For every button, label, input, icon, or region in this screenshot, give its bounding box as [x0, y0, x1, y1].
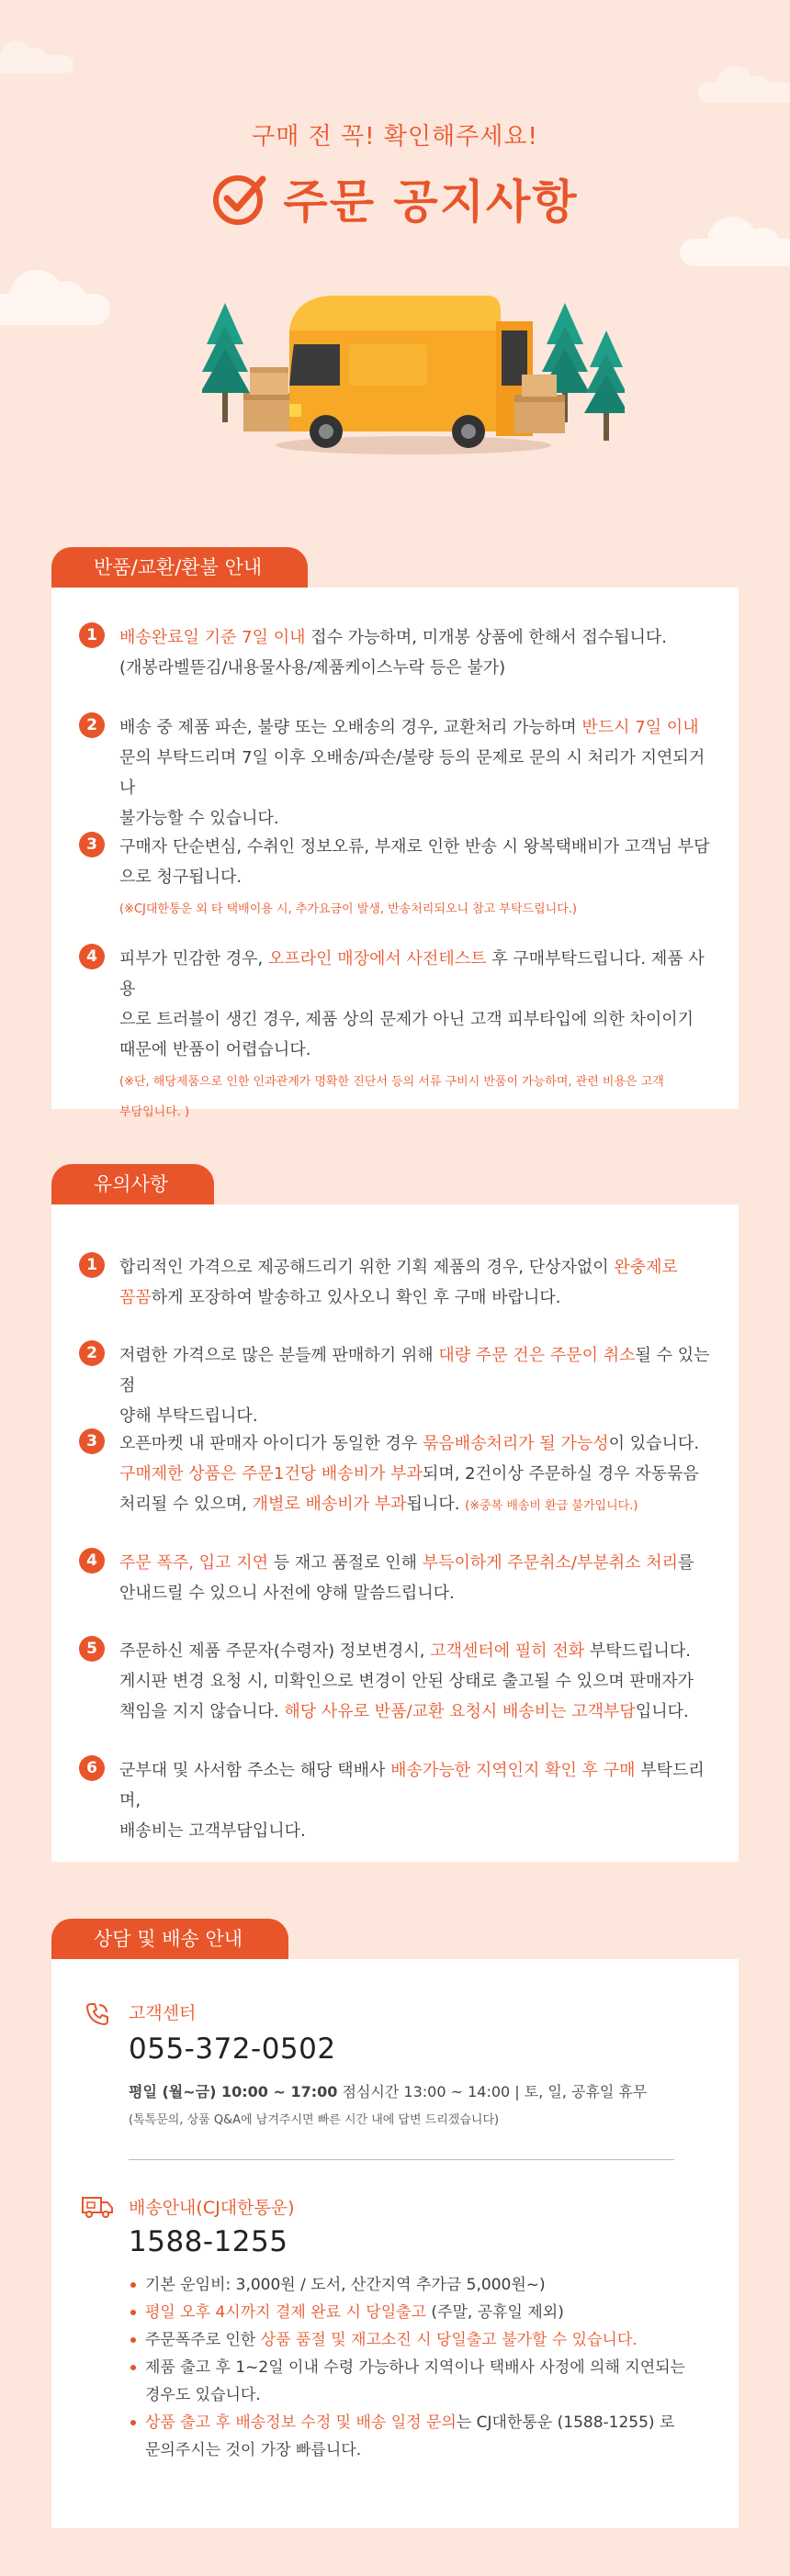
highlight-text: 평일 오후 4시까지 결제 완료 시 당일출고	[145, 2303, 426, 2322]
item-text: 게시판 변경 요청 시, 미확인으로 변경이 안된 상태로 출고될 수 있으며 판매자가	[119, 1672, 694, 1691]
item-text: 제품 출고 후 1~2일 이내 수령 가능하나 지역이나 택배사 사정에 의해 지연되는	[145, 2358, 685, 2377]
qna-note: (톡톡문의, 상품 Q&A에 남겨주시면 빠른 시간 내에 답변 드리겠습니다)	[129, 2113, 500, 2127]
truck-icon	[81, 2194, 114, 2220]
item-number-badge: 1	[79, 1252, 105, 1278]
highlight-text: 해당 사유로 반품/교환 요청시 배송비는 고객부담	[284, 1702, 636, 1721]
list-item	[79, 832, 713, 923]
cloud-decoration	[680, 239, 790, 266]
item-text: 부탁드립니다.	[584, 1641, 691, 1661]
item-text: 부탁드리며,	[119, 1761, 705, 1810]
item-number-badge: 3	[79, 1428, 105, 1454]
item-text: 하게 포장하여 발송하고 있사오니 확인 후 구매 바랍니다.	[151, 1288, 561, 1307]
item-number-badge: 4	[79, 1548, 105, 1574]
item-text: 책임을 지지 않습니다.	[119, 1702, 285, 1721]
item-text: 이 있습니다.	[608, 1434, 700, 1453]
list-item	[79, 1428, 713, 1519]
item-text: 접수 가능하며, 미개봉 상품에 한해서 접수됩니다.	[305, 628, 668, 647]
section-tab	[51, 547, 308, 588]
cloud-decoration	[698, 83, 790, 103]
item-text: 처리될 수 있으며,	[119, 1495, 253, 1514]
list-item	[129, 2409, 717, 2464]
item-text: 문의주시는 것이 가장 빠릅니다.	[145, 2441, 362, 2459]
list-item	[79, 944, 713, 1126]
parcel-box-icon	[243, 367, 289, 431]
item-text: 때문에 반품이 어렵습니다.	[119, 1040, 311, 1059]
item-text: 오픈마켓 내 판매자 아이디가 동일한 경우	[119, 1434, 423, 1453]
item-note: 부담입니다. )	[119, 1105, 190, 1119]
item-text: (주말, 공휴일 제외)	[426, 2303, 564, 2322]
phone-icon	[85, 2001, 110, 2027]
highlight-text: 개별로 배송비가 부과	[252, 1495, 407, 1514]
item-text: 주문하신 제품 주문자(수령자) 정보변경시,	[119, 1641, 431, 1661]
item-text: 기본 운임비: 3,000원 / 도서, 산간지역 추가금 5,000원~)	[145, 2276, 546, 2294]
section-tab	[51, 1164, 214, 1204]
highlight-text: 배송완료일 기준 7일 이내	[119, 628, 306, 647]
highlight-text: 꼼꼼	[119, 1288, 152, 1307]
highlight-text: 배송가능한 지역인지 확인 후 구매	[390, 1761, 636, 1780]
item-text: 배송 중 제품 파손, 불량 또는 오배송의 경우, 교환처리 가능하며	[119, 718, 582, 737]
item-text: 는 CJ대한통운 (1588-1255) 로	[456, 2414, 675, 2432]
shipping-label: 배송안내(CJ대한통운)	[129, 2198, 295, 2218]
section-tab-suffix: 안내	[205, 1928, 243, 1950]
section-tab	[51, 1919, 288, 1959]
business-hours-weekday: 평일 (월~금) 10:00 ~ 17:00	[129, 2083, 338, 2100]
item-text: 불가능할 수 있습니다.	[119, 809, 279, 828]
highlight-text: 오프라인 매장에서 사전테스트	[268, 949, 487, 969]
list-item	[79, 712, 713, 834]
highlight-text: 고객센터에 필히 전화	[430, 1641, 585, 1661]
title-row	[0, 165, 790, 231]
item-text: 등 재고 품절로 인해	[268, 1553, 423, 1573]
business-hours	[129, 2080, 647, 2101]
section-tab-title: 상담 및 배송	[94, 1928, 199, 1950]
highlight-text: 완충제로	[614, 1258, 678, 1277]
list-item	[79, 622, 713, 683]
item-note: (※단, 해당제품으로 인한 인과관계가 명확한 진단서 등의 서류 구비시 반품이 가능하며, 관련 비용은 고객	[119, 1075, 664, 1089]
item-text: 주문폭주로 인한	[145, 2331, 261, 2349]
list-item	[129, 2299, 717, 2326]
list-item	[129, 2326, 717, 2354]
section-tab-title: 반품/교환/환불	[94, 556, 219, 578]
caution-card	[51, 1204, 739, 1862]
highlight-text: 반드시 7일 이내	[581, 718, 699, 737]
tree-left-icon	[202, 303, 250, 422]
item-text: 안내드릴 수 있으니 사전에 양해 말씀드립니다.	[119, 1584, 455, 1603]
item-number-badge: 1	[79, 622, 105, 648]
cloud-decoration	[0, 294, 110, 325]
shipping-phone[interactable]: 1588-1255	[129, 2225, 288, 2258]
item-text: 으로 트러블이 생긴 경우, 제품 상의 문제가 아닌 고객 피부타입에 의한 차이이기	[119, 1010, 694, 1029]
customer-center-label: 고객센터	[129, 2003, 197, 2023]
contact-card	[51, 1959, 739, 2528]
item-text: 저렴한 가격으로 많은 분들께 판매하기 위해	[119, 1346, 439, 1365]
highlight-text: 주문 폭주, 입고 지연	[119, 1553, 268, 1573]
item-text: 피부가 민감한 경우,	[119, 949, 268, 969]
cloud-decoration	[0, 55, 73, 73]
highlight-text: 대량 주문 건은 주문이 취소	[438, 1346, 636, 1365]
item-note: (※중복 배송비 환급 불가입니다.)	[465, 1499, 638, 1513]
item-text: 입니다.	[635, 1702, 689, 1721]
item-text: 를	[678, 1553, 694, 1573]
item-text: 군부대 및 사서함 주소는 해당 택배사	[119, 1761, 391, 1780]
item-text: 후 구매부탁드립니다. 제품 사용	[119, 949, 705, 999]
item-number-badge: 2	[79, 712, 105, 738]
highlight-text: 상품 출고 후 배송정보 수정 및 배송 일정 문의	[145, 2414, 457, 2432]
item-text: 되며, 2건이상 주문하실 경우 자동묶음	[422, 1464, 699, 1484]
header-subtitle: 구매 전 꼭! 확인해주세요!	[252, 123, 538, 151]
item-text: (개봉라벨뜯김/내용물사용/제품케이스누락 등은 불가)	[119, 658, 506, 678]
page-title: 주문 공지사항	[283, 175, 579, 229]
item-text: 합리적인 가격으로 제공해드리기 위한 기획 제품의 경우, 단상자없이	[119, 1258, 615, 1277]
van-icon	[276, 296, 551, 454]
item-text: 양해 부탁드립니다.	[119, 1406, 258, 1426]
item-note: (※CJ대한통운 외 타 택배이용 시, 추가요금이 발생, 반송처리되오니 참고 부탁드립니다.)	[119, 902, 577, 916]
section-tab-title: 유의사항	[94, 1173, 169, 1195]
list-item	[129, 2354, 717, 2409]
item-text: 으로 청구됩니다.	[119, 868, 243, 887]
check-circle-icon	[211, 170, 268, 227]
highlight-text: 부득이하게 주문취소/부분취소 처리	[422, 1553, 679, 1573]
divider	[129, 2159, 674, 2160]
item-text: 문의 부탁드리며 7일 이후 오배송/파손/불량 등의 문제로 문의 시 처리가 지연되거나	[119, 748, 705, 798]
section-tab-suffix: 안내	[224, 556, 263, 578]
item-text: 될 수 있는 점	[119, 1346, 710, 1395]
customer-center-phone[interactable]: 055-372-0502	[129, 2033, 336, 2066]
shipping-info-list	[129, 2271, 717, 2464]
highlight-text: 묶음배송처리가 될 가능성	[422, 1434, 609, 1453]
item-number-badge: 5	[79, 1636, 105, 1662]
list-item	[79, 1340, 713, 1431]
delivery-van-illustration	[202, 275, 625, 459]
list-item	[79, 1755, 713, 1846]
list-item	[79, 1252, 713, 1313]
item-text: 됩니다.	[406, 1495, 466, 1514]
list-item	[79, 1636, 713, 1727]
item-number-badge: 3	[79, 832, 105, 857]
return-card	[51, 588, 739, 1119]
highlight-text: 상품 품절 및 재고소진 시 당일출고 불가할 수 있습니다.	[260, 2331, 638, 2349]
highlight-text: 구매제한 상품은 주문1건당 배송비가 부과	[119, 1464, 423, 1484]
list-item	[79, 1548, 713, 1608]
item-number-badge: 2	[79, 1340, 105, 1366]
business-hours-rest: 점심시간 13:00 ~ 14:00 | 토, 일, 공휴일 휴무	[337, 2083, 648, 2100]
item-text: 배송비는 고객부담입니다.	[119, 1821, 306, 1841]
item-number-badge: 4	[79, 944, 105, 969]
list-item	[129, 2271, 717, 2299]
hero-header	[0, 0, 790, 514]
item-text: 경우도 있습니다.	[145, 2386, 261, 2404]
tree-right2-icon	[584, 330, 625, 441]
item-number-badge: 6	[79, 1755, 105, 1781]
item-text: 구매자 단순변심, 수취인 정보오류, 부재로 인한 반송 시 왕복택배비가 고객님 부담	[119, 837, 710, 857]
